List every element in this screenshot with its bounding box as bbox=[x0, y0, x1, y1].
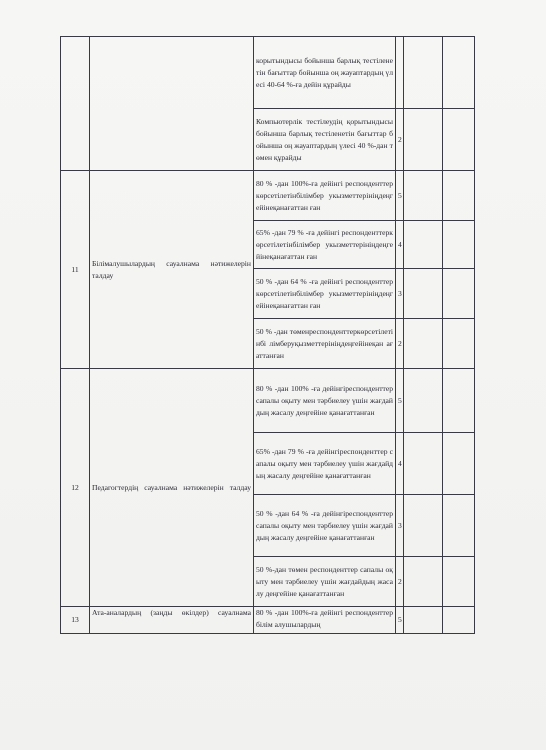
row-number: 12 bbox=[61, 369, 90, 607]
row-number bbox=[61, 37, 90, 171]
empty-cell bbox=[404, 319, 443, 369]
indicator-description: 50 % -дан 64 % -ға дейінгі респонденттеркөрсетілетінбілімбер укызметтерініңдеңгейінеқанағаттан ған bbox=[254, 269, 396, 319]
score-cell: 2 bbox=[396, 109, 404, 171]
table-row bbox=[61, 37, 475, 109]
empty-cell bbox=[443, 37, 475, 109]
indicator-description: 80 % -дан 100% -ға дейінгіреспонденттер сапалы оқыту мен тәрбиелеу үшін жағдайдың жасалу деңгейіне қанағаттанған bbox=[254, 369, 396, 433]
score-cell: 3 bbox=[396, 495, 404, 557]
score-cell bbox=[396, 37, 404, 109]
empty-cell bbox=[443, 557, 475, 607]
indicator-description: Компьютерлік тестілеудің қорытындысы бойынша барлық тестіленетін бағыттар бойынша оң жауаптардың үлесі 40 %-дан төмен құрайды bbox=[254, 109, 396, 171]
row-number: 13 bbox=[61, 607, 90, 634]
empty-cell bbox=[443, 319, 475, 369]
criterion-cell: Ата-аналардың (заңды өкілдер) сауалнама bbox=[90, 607, 254, 634]
indicator-description: 65% -дан 79 % -ға дейінгіреспонденттер сапалы оқыту мен тәрбиелеу үшін жағдайдың жасалу деңгейіне қанағаттанған bbox=[254, 433, 396, 495]
row-number: 11 bbox=[61, 171, 90, 369]
indicator-description: 80 % -дан 100%-ға дейінгі респонденттеркөрсетілетінбілімбер укызметтерініңдеңгейінеқанағаттан ған bbox=[254, 171, 396, 221]
indicator-description: 50 %-дан төмен респонденттер сапалы оқыту мен тәрбиелеу үшін жағдайдың жасалу деңгейіне қанағаттанған bbox=[254, 557, 396, 607]
empty-cell bbox=[443, 495, 475, 557]
empty-cell bbox=[404, 221, 443, 269]
indicator-description: 65% -дан 79 % -ға дейінгі респонденттеркөрсетілетінбілімбер укызметтерініңдеңгейінеқанағаттан ған bbox=[254, 221, 396, 269]
empty-cell bbox=[404, 607, 443, 634]
table-row bbox=[61, 171, 475, 221]
empty-cell bbox=[443, 433, 475, 495]
empty-cell bbox=[443, 109, 475, 171]
criterion-cell bbox=[90, 37, 254, 171]
score-cell: 5 bbox=[396, 607, 404, 634]
indicator-description: 50 % -дан төменреспонденттеркөрсетілетінбі лімберуқызметтерініңдеңгейінеқан ағаттанған bbox=[254, 319, 396, 369]
score-cell: 2 bbox=[396, 319, 404, 369]
empty-cell bbox=[443, 607, 475, 634]
score-cell: 3 bbox=[396, 269, 404, 319]
empty-cell bbox=[443, 269, 475, 319]
indicator-description: корытындысы бойынша барлық тестіленетін бағыттар бойынша оң жауаптардың үлесі 40-64 %-ға дейін құрайды bbox=[254, 37, 396, 109]
empty-cell bbox=[443, 171, 475, 221]
assessment-table bbox=[60, 36, 475, 634]
empty-cell bbox=[404, 369, 443, 433]
score-cell: 4 bbox=[396, 221, 404, 269]
empty-cell bbox=[404, 433, 443, 495]
score-cell: 2 bbox=[396, 557, 404, 607]
empty-cell bbox=[404, 269, 443, 319]
empty-cell bbox=[404, 109, 443, 171]
empty-cell bbox=[443, 369, 475, 433]
score-cell: 5 bbox=[396, 369, 404, 433]
criterion-cell: Педагогтердің сауалнама нәтижелерін талдау bbox=[90, 369, 254, 607]
empty-cell bbox=[404, 557, 443, 607]
indicator-description: 80 % -дан 100%-ға дейінгі респонденттер білім алушылардың bbox=[254, 607, 396, 634]
empty-cell bbox=[404, 171, 443, 221]
empty-cell bbox=[404, 495, 443, 557]
empty-cell bbox=[443, 221, 475, 269]
table-row bbox=[61, 369, 475, 433]
criterion-cell: Білімалушылардың сауалнама нәтижелерін талдау bbox=[90, 171, 254, 369]
empty-cell bbox=[404, 37, 443, 109]
score-cell: 4 bbox=[396, 433, 404, 495]
table-row bbox=[61, 607, 475, 634]
score-cell: 5 bbox=[396, 171, 404, 221]
indicator-description: 50 % -дан 64 % -ға дейінгіреспонденттер сапалы оқыту мен тәрбиелеу үшін жағдайдың жасалу деңгейіне қанағаттанған bbox=[254, 495, 396, 557]
